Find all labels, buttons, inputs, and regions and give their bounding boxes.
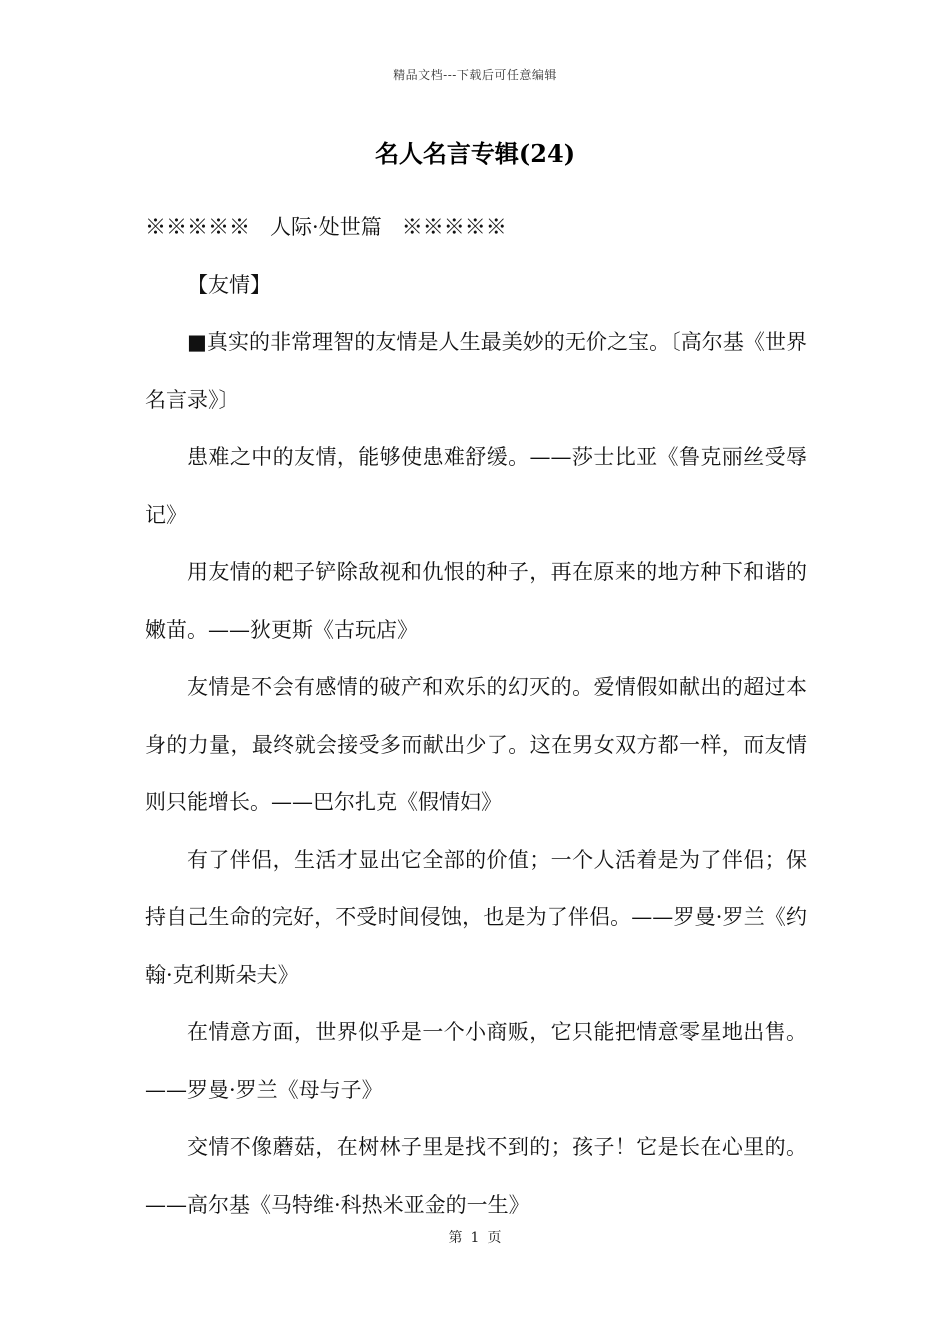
page-number: 1: [470, 1230, 480, 1246]
quote-paragraph: 患难之中的友情，能够使患难舒缓。——莎士比亚《鲁克丽丝受辱记》: [145, 445, 807, 527]
document-body: [145, 199, 807, 1234]
subsection-heading: 【友情】: [187, 272, 271, 297]
quote-paragraph: 用友情的耙子铲除敌视和仇恨的种子，再在原来的地方种下和谐的嫩苗。——狄更斯《古玩店》: [145, 560, 807, 642]
quote-paragraph: ■真实的非常理智的友情是人生最美妙的无价之宝。〔高尔基《世界名言录》〕: [145, 330, 807, 412]
quote-paragraph: 友情是不会有感情的破产和欢乐的幻灭的。爱情假如献出的超过本身的力量，最终就会接受多而献出少了。这在男女双方都一样，而友情则只能增长。——巴尔扎克《假情妇》: [145, 675, 807, 814]
footer-prefix: 第: [448, 1230, 463, 1246]
header-note: 精品文档---下载后可任意编辑: [393, 68, 557, 82]
quote-paragraph: 有了伴侣，生活才显出它全部的价值；一个人活着是为了伴侣；保持自己生命的完好，不受时间侵蚀，也是为了伴侣。——罗曼·罗兰《约翰·克利斯朵夫》: [145, 847, 807, 987]
document-title: 名人名言专辑(24): [374, 139, 576, 168]
footer-suffix: 页: [487, 1230, 502, 1246]
section-heading: ※※※※※ 人际·处世篇 ※※※※※: [145, 215, 507, 239]
quote-paragraph: 交情不像蘑菇，在树林子里是找不到的；孩子！它是长在心里的。——高尔基《马特维·科热米亚金的一生》: [145, 1135, 807, 1217]
quote-paragraph: 在情意方面，世界似乎是一个小商贩，它只能把情意零星地出售。——罗曼·罗兰《母与子》: [145, 1020, 807, 1102]
page-footer: [0, 1227, 950, 1247]
